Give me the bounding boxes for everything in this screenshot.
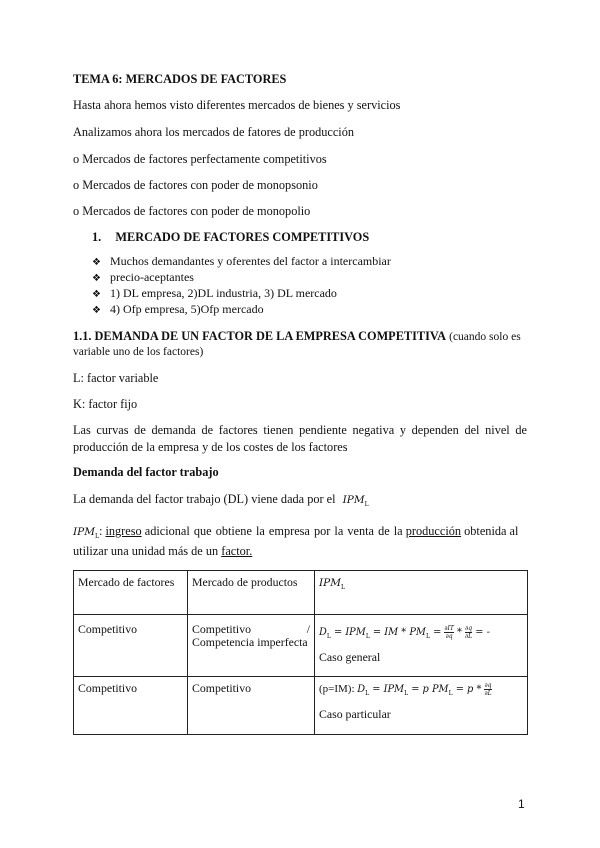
- intro-line-1: Hasta ahora hemos visto diferentes mercados de bienes y servicios: [73, 98, 401, 112]
- section-1-heading: [92, 230, 369, 245]
- diamond-bullet-icon: ❖: [92, 289, 101, 300]
- section-1-1-heading: 1.1. DEMANDA DE UN FACTOR DE LA EMPRESA COMPETITIVA (cuando solo es: [73, 329, 521, 343]
- header-cell: Mercado de factores: [74, 571, 188, 615]
- header-cell: $IPM_L$: [315, 571, 528, 615]
- section-1-1-note: variable uno de los factores): [73, 346, 204, 358]
- intro-line-5: o Mercados de factores con poder de monopolio: [73, 204, 311, 218]
- bullet-item: ❖ precio-aceptantes: [92, 270, 194, 284]
- link-produccion: producción: [405, 524, 462, 538]
- labor-demand-text: La demanda del factor trabajo (DL) viene dada por el $IPM_L$: [73, 492, 369, 508]
- factor-market-cell: Competitivo: [74, 677, 188, 735]
- diamond-bullet-icon: ❖: [92, 305, 101, 316]
- table-row: [74, 615, 528, 677]
- table-header-row: [74, 571, 528, 615]
- ipm-definition-line-2: utilizar una unidad más de un factor.: [73, 544, 253, 558]
- product-market-cell: Competitivo / Competencia imperfecta: [188, 615, 315, 677]
- section-1-number: 1.: [92, 230, 102, 244]
- section-1-title: MERCADO DE FACTORES COMPETITIVOS: [115, 230, 370, 244]
- bullet-item: ❖ Muchos demandantes y oferentes del factor a intercambiar: [92, 254, 391, 268]
- diamond-bullet-icon: ❖: [92, 257, 101, 268]
- link-factor: factor.: [221, 544, 253, 558]
- bullet-item: ❖ 4) Ofp empresa, 5)Ofp mercado: [92, 302, 264, 316]
- bullet-item: ❖ 1) DL empresa, 2)DL industria, 3) DL mercado: [92, 286, 337, 300]
- general-formula: $D_L = IPM_L$ = IM * $PM_L$ = $\frac{\partial IT}{\partial q}$ * $\frac{\partial q}{\partial L}$ = -: [319, 625, 490, 640]
- table-row: [74, 677, 528, 735]
- factor-market-cell: Competitivo: [74, 615, 188, 677]
- factor-demand-table: [73, 570, 528, 735]
- diamond-bullet-icon: ❖: [92, 273, 101, 284]
- product-market-cell: Competitivo: [188, 677, 315, 735]
- ipm-formula-cell: [315, 615, 528, 677]
- header-cell: Mercado de productos: [188, 571, 315, 615]
- page-number: 1: [518, 797, 525, 811]
- particular-formula: (p=IM): $D_L = IPM_L = p$ $PM_L = p$ * $\frac{\partial q}{\partial L}$: [319, 682, 492, 697]
- page-title: TEMA 6: MERCADOS DE FACTORES: [73, 72, 287, 86]
- labor-demand-heading: Demanda del factor trabajo: [73, 465, 219, 479]
- intro-line-3: o Mercados de factores perfectamente competitivos: [73, 152, 327, 166]
- curves-paragraph: Las curvas de demanda de factores tienen pendiente negativa y dependen del nivel de producción de la empresa y de los costes de los factores: [73, 423, 527, 454]
- fixed-factor-line: K: factor fijo: [73, 397, 138, 411]
- variable-factor-line: L: factor variable: [73, 371, 159, 385]
- ipm-symbol: $IPM_L$: [342, 494, 369, 508]
- intro-line-2: Analizamos ahora los mercados de fatores de producción: [73, 125, 355, 139]
- intro-line-4: o Mercados de factores con poder de monopsonio: [73, 178, 318, 192]
- general-caption: Caso general: [319, 650, 381, 664]
- ipm-definition-line-1: $IPM_L$: ingreso adicional que obtiene la empresa por la venta de la producción obtenida al: [73, 524, 519, 540]
- particular-caption: Caso particular: [319, 707, 391, 721]
- link-ingreso: ingreso: [105, 524, 142, 538]
- ipm-formula-cell: [315, 677, 528, 735]
